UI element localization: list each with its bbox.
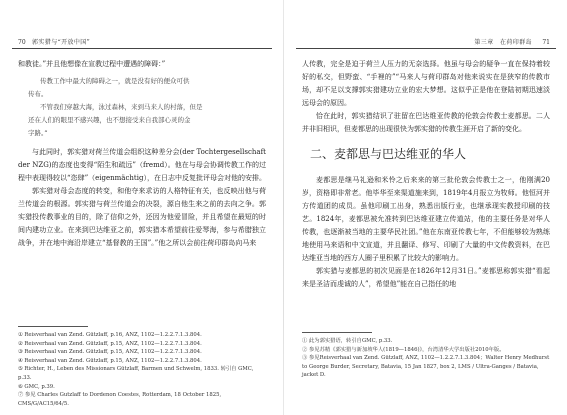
footnote: ② 参见苏精《郭实猎与新加坡华人(1819—1846)》，台湾清华大学出版社2010年版。 (302, 346, 505, 353)
right-page-number: 71 (542, 39, 550, 46)
footnote: ③ 参见Reisverhaal van Zend. Gützlaff, ANZ, 1102—1.2.2.7.1.3.804；Walter Henry Medhurst to George Burder, Secretary, Batavia, 15 Jan 1827, box 2, LMS / Ultra-Ganges / Batavia, jacket D. (302, 355, 550, 379)
left-paragraph: 和教徒。”并且他想像在宣教过程中遭遇的障碍：” (18, 60, 166, 68)
right-body-text (302, 58, 550, 291)
left-paragraph: 与此同时，郭实猎对荷兰传道会组织这种差分会(der Tochtergesellschaft der NZG)的态度也变得“陌生和疏远”（fremd）。他在与母会协调传教工作的过程中表现得较以“恣肆”（eigenmächtig），在日志中反复批评母会对他的安排。 (18, 148, 266, 182)
left-page (12, 0, 272, 415)
right-footnotes (302, 332, 550, 380)
footnote: ② Reisverhaal van Zend. Gützlaff, p.15, ANZ, 1102—1.2.2.7.1.3.804. (18, 340, 202, 347)
right-paragraph: 郭实猎与麦都思的初次见面是在1826年12月31日。”麦都思称郭实猎“看起来是圣洁而虔诚的人”，希望他”能在自己指任的地 (302, 267, 550, 288)
right-header-title: 第三章 在荷印群岛 (474, 39, 532, 46)
left-body-text (18, 58, 266, 250)
right-paragraph: 人传教，完全是迫于荷兰人压力的无奈选择。他虽与母会的疑争一直在保持着较好的私交，但野蛮、“手裡的”“马来人与荷印群岛对他来说实在是狭窄的传教市场，却不足以支撑郭实猎建功立业的宏大梦想。这似乎正是他在登陆初期迅速淡远母会的原因。 (302, 60, 550, 107)
footnote: ① Reisverhaal van Zend. Gützlaff, p.16, ANZ, 1102—1.2.2.7.1.3.804. (18, 332, 202, 338)
left-running-header (12, 38, 272, 49)
footnote: ③ Reisverhaal van Zend. Gützlaff, p.15, ANZ, 1102—1.2.2.7.1.3.804. (18, 349, 202, 356)
quote-line: 字路。” (28, 129, 48, 137)
quote-line: 传教工作中最大的障碍之一，就是没有好的便众可供 (40, 77, 190, 85)
left-paragraph: 郭实猎对母会态度的转变，和他夺来求访的人格特征有关，也反映出他与荷兰传道会的根源。郭实猎与荷兰传道会的决裂，源自他生来之前的去向之争。郭实猎投传教事业的目的，除了信仰之外，还因为他爱冒险，并且希望在最短的时间内建功立业。在来到巴达维亚之前，郭实猎本希望前往爱琴海，参与希腊独立战争，并在地中海沿岸建立“基督教的王国”。”他之所以会前往荷印群岛向马来 (18, 187, 266, 247)
footnote: ⑦ 参见 Charles Gutzlaff to Dordenon Coestes, Rotterdam, 18 October 1825, CMS/G/AC15/64/5. (18, 392, 222, 407)
footnote: ④ Reisverhaal van Zend. Gützlaff, p.15, ANZ, 1102—1.2.2.7.1.3.804. (18, 357, 202, 364)
quote-line: 不管我们穿越大海，泳过森林，来到马来人的村落，但是 (40, 103, 203, 111)
right-paragraph: 恰在此时，郭实猎结识了驻留在巴达维亚传教的伦敦会传教士麦都思。二人并非旧相识，但麦都思的出现很快为郭实猎的传教生涯开启了新的变化。 (302, 112, 550, 133)
quote-line: 还在人们的眼里不感兴趣，也不想接受来自我部心灵的金 (28, 116, 191, 124)
section-heading: 二、麦都思与巴达维亚的华人 (310, 147, 467, 161)
left-footnotes (18, 326, 254, 408)
left-page-number: 70 (18, 39, 26, 46)
left-header-title: 郭实猎与“开放中国” (32, 39, 91, 46)
quote-line: 传布。 (28, 90, 48, 98)
right-running-header (296, 38, 556, 49)
right-page (296, 0, 556, 415)
footnote: ⑤ Richter, H., Leben des Missionars Gützlaff, Barmen und Schwelm, 1833. 转引自 GMC, p.33. (18, 366, 254, 381)
page-gutter (283, 0, 284, 415)
right-paragraph: 麦都思是继马礼逊和米怜之后来来的第三批伦敦会传教士之一，他刚满20岁，资格即非常老。他毕华至来渠道施来到，1819年4月报立为牧师。他恒河并方传道团的成员。虽他印刷工出身，熟悉出版行业，也继承现实教授印刷的技艺。1824年，麦都思被允准转到巴达维亚建立传道站，他的主要任务是对华人传教，也逐渐被当地的主要华民社团。”他在东南亚传教七年，不但能够较为熟练地使用马来语和中文宣道，并且翻译、修写、印刷了大量的中文传教资料，在巴达维亚当地的西方人圈子里积累了比较大的影响力。 (302, 176, 550, 262)
footnote: ① 此为郭实猎语，转引自GMC, p.33. (302, 338, 393, 344)
block-quote (28, 75, 266, 140)
footnote: ⑥ GMC, p.39. (18, 383, 55, 390)
